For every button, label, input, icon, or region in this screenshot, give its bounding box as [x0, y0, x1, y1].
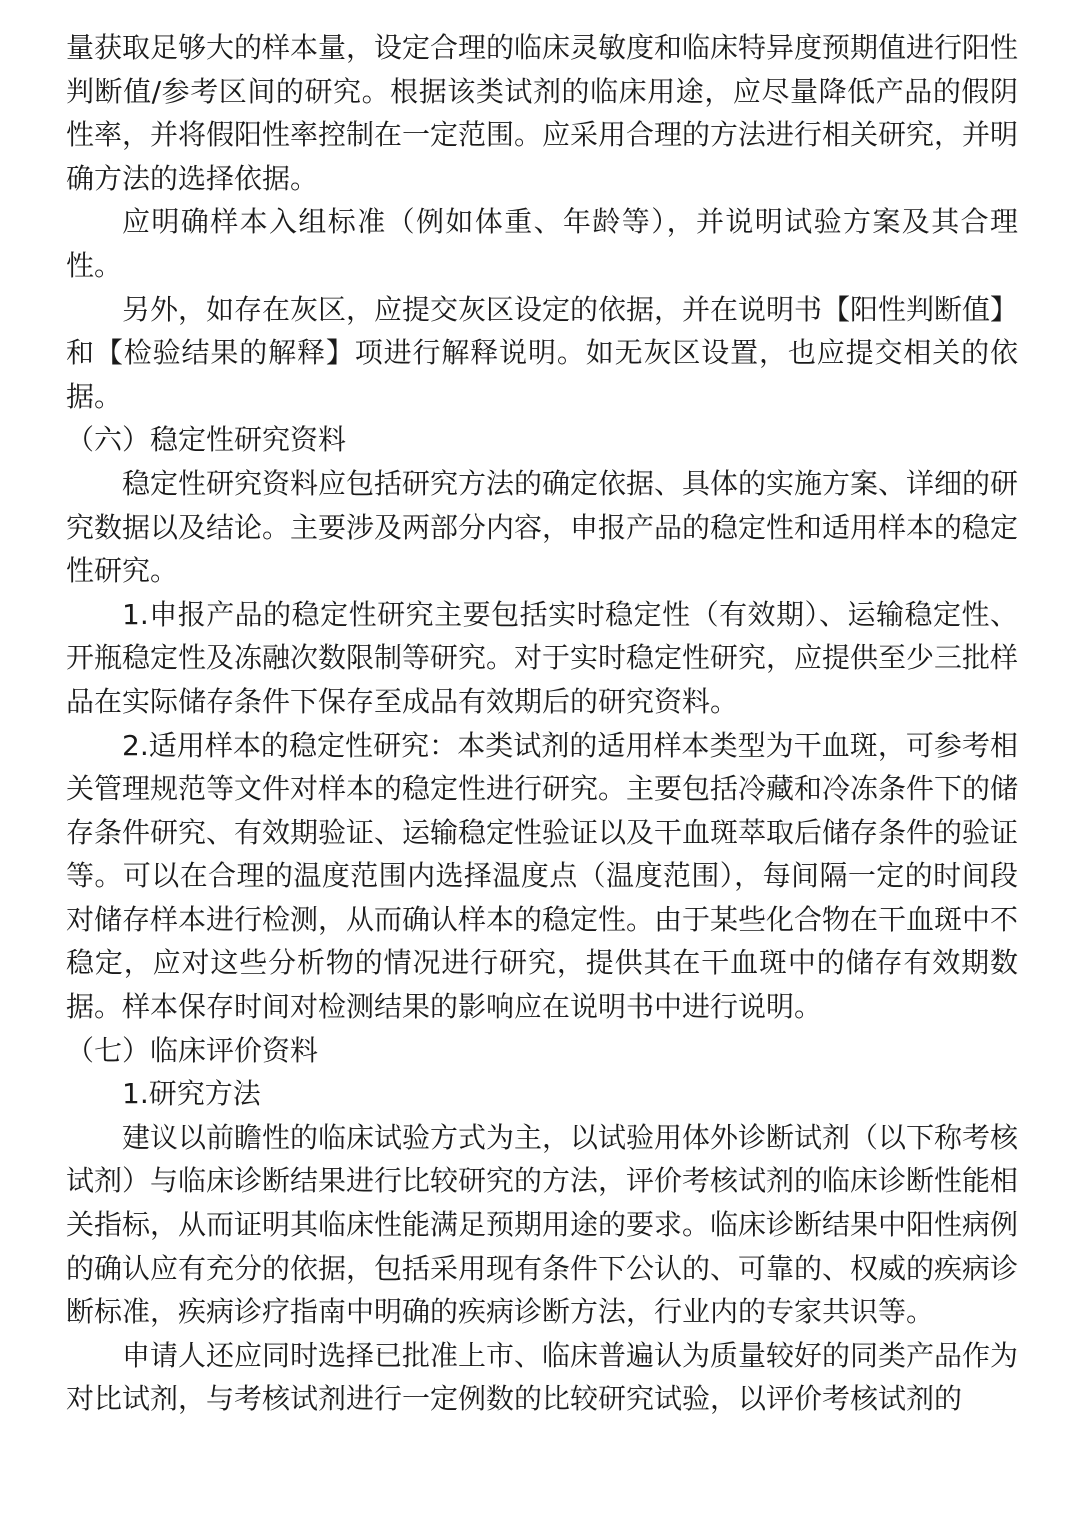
document-page [66, 26, 1018, 1421]
section-heading-clinical-evaluation: （七）临床评价资料 [66, 1033, 319, 1067]
paragraph-comparison-reagent: 申请人还应同时选择已批准上市、临床普遍认为质量较好的同类产品作为对比试剂，与考核试剂进行一定例数的比较研究试验，以评价考核试剂的 [66, 1338, 1019, 1416]
paragraph-product-stability: 1.申报产品的稳定性研究主要包括实时稳定性（有效期）、运输稳定性、开瓶稳定性及冻融次数限制等研究。对于实时稳定性研究，应提供至少三批样品在实际储存条件下保存至成品有效期后的研究资料。 [66, 597, 1019, 718]
paragraph-gray-zone: 另外，如存在灰区，应提交灰区设定的依据，并在说明书【阳性判断值】和【检验结果的解释】项进行解释说明。如无灰区设置，也应提交相关的依据。 [66, 292, 1019, 413]
subheading-research-method: 1.研究方法 [122, 1077, 261, 1111]
section-heading-stability: （六）稳定性研究资料 [66, 423, 347, 457]
paragraph-continuation: 量获取足够大的样本量，设定合理的临床灵敏度和临床特异度预期值进行阳性判断值/参考区间的研究。根据该类试剂的临床用途，应尽量降低产品的假阴性率，并将假阳性率控制在一定范围。应采用合理的方法进行相关研究，并明确方法的选择依据。 [66, 31, 1019, 195]
paragraph-stability-overview: 稳定性研究资料应包括研究方法的确定依据、具体的实施方案、详细的研究数据以及结论。主要涉及两部分内容，申报产品的稳定性和适用样本的稳定性研究。 [66, 466, 1019, 588]
paragraph-sample-inclusion: 应明确样本入组标准（例如体重、年龄等），并说明试验方案及其合理性。 [66, 205, 1018, 282]
paragraph-sample-stability: 2.适用样本的稳定性研究：本类试剂的适用样本类型为干血斑，可参考相关管理规范等文件对样本的稳定性进行研究。主要包括冷藏和冷冻条件下的储存条件研究、有效期验证、运输稳定性验证以及干血斑萃取后储存条件的验证等。可以在合理的温度范围内选择温度点（温度范围），每间隔一定的时间段对储存样本进行检测，从而确认样本的稳定性。由于某些化合物在干血斑中不稳定，应对这些分析物的情况进行研究，提供其在干血斑中的储存有效期数据。样本保存时间对检测结果的影响应在说明书中进行说明。 [66, 728, 1019, 1024]
paragraph-research-method: 建议以前瞻性的临床试验方式为主，以试验用体外诊断试剂（以下称考核试剂）与临床诊断结果进行比较研究的方法，评价考核试剂的临床诊断性能相关指标，从而证明其临床性能满足预期用途的要求。临床诊断结果中阳性病例的确认应有充分的依据，包括采用现有条件下公认的、可靠的、权威的疾病诊断标准，疾病诊疗指南中明确的疾病诊断方法，行业内的专家共识等。 [66, 1120, 1019, 1329]
